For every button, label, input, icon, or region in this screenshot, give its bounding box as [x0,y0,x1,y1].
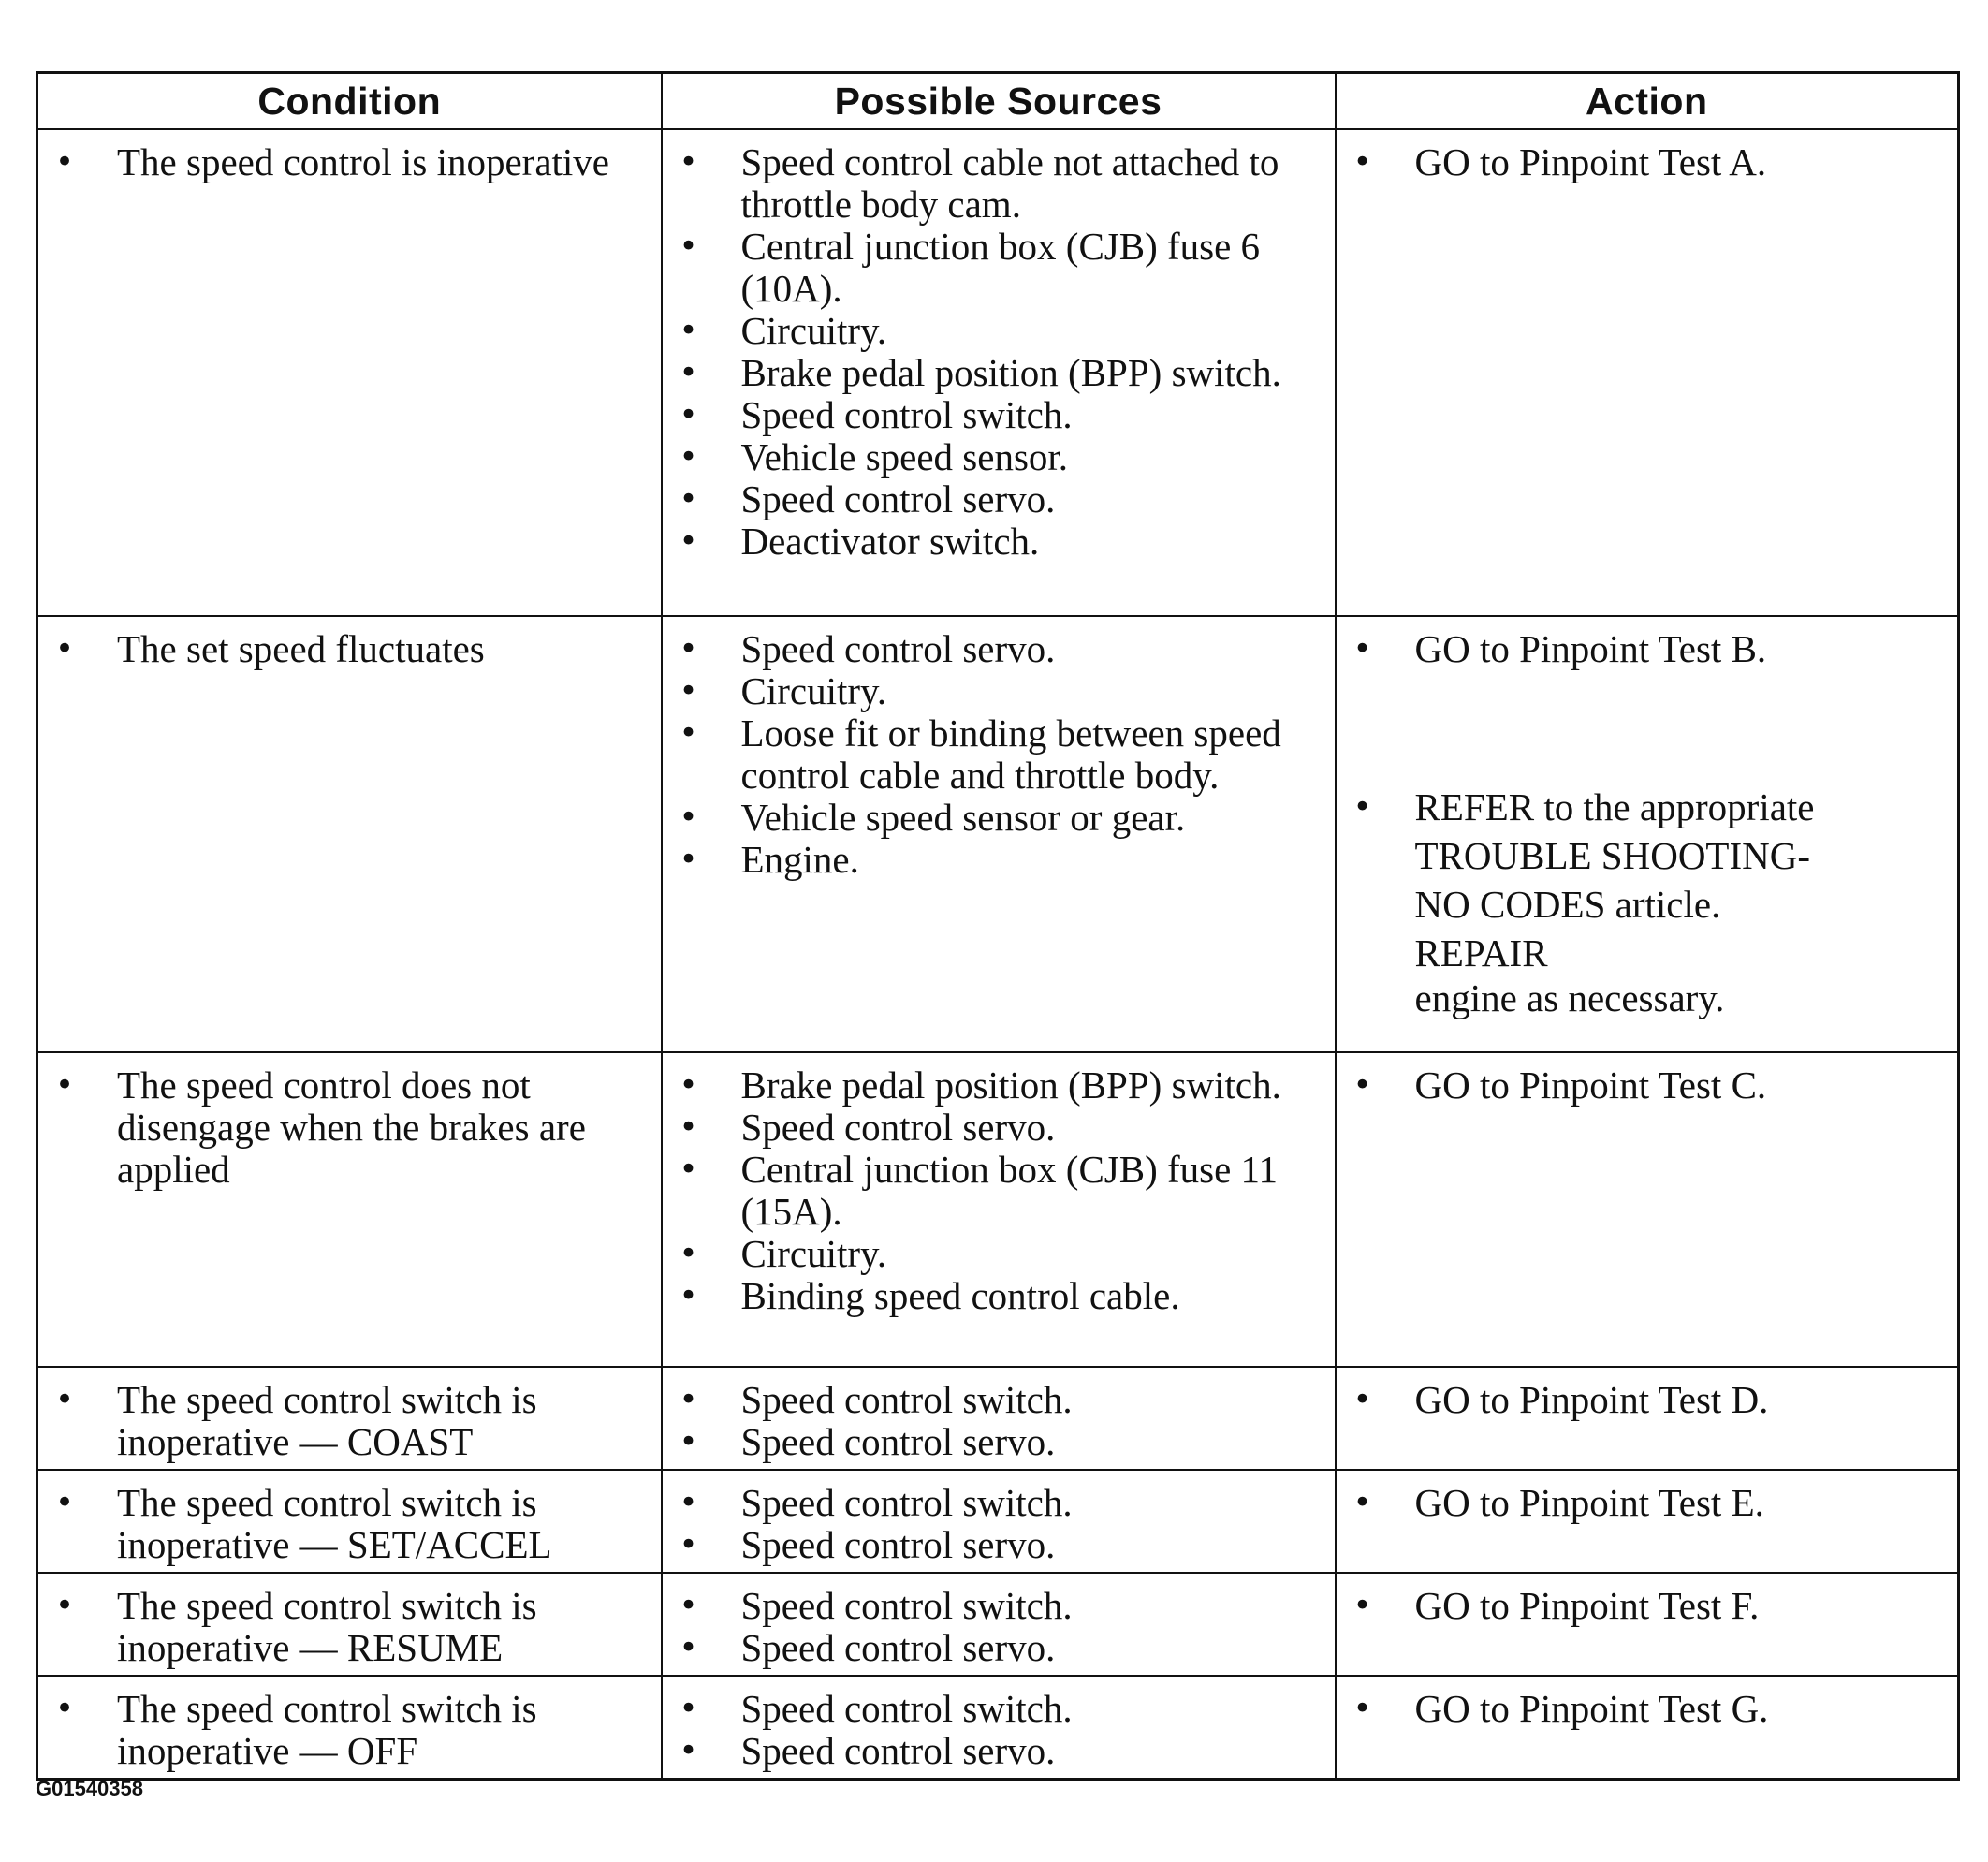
action-item: • GO to Pinpoint Test C. [1353,1064,1947,1107]
action-cell [1336,1052,1959,1367]
source-item: • Deactivator switch. [680,520,1323,563]
condition-item: • The speed control is inoperative [55,141,650,183]
action-item: • GO to Pinpoint Test A. [1353,141,1947,183]
source-item: • Speed control switch. [680,1688,1323,1730]
condition-header: Condition [37,73,662,130]
sources-cell [662,1573,1336,1676]
condition-cell [37,616,662,1052]
condition-item: • The speed control does not disengage when the brakes are applied [55,1064,650,1191]
source-item: • Binding speed control cable. [680,1275,1323,1317]
table-row [37,1470,1959,1573]
sources-cell [662,1367,1336,1470]
condition-cell [37,1367,662,1470]
source-item: • Speed control servo. [680,1730,1323,1772]
source-item: • Vehicle speed sensor or gear. [680,797,1323,839]
source-item: • Speed control servo. [680,628,1323,670]
condition-item: • The set speed fluctuates [55,628,650,670]
symptom-chart-table [36,71,1960,1781]
refer-line: NO CODES article. [1414,883,1721,926]
condition-cell [37,1676,662,1780]
action-item: • GO to Pinpoint Test D. [1353,1379,1947,1421]
source-item: • Speed control switch. [680,1482,1323,1524]
source-item: • Circuitry. [680,310,1323,352]
source-item: • Speed control switch. [680,1379,1323,1421]
condition-cell [37,1573,662,1676]
source-item: • Brake pedal position (BPP) switch. [680,352,1323,394]
action-cell [1336,1367,1959,1470]
refer-line: engine as necessary. [1414,976,1725,1019]
sources-cell [662,1470,1336,1573]
action-item: • GO to Pinpoint Test B. [1353,628,1947,670]
source-item: • Speed control switch. [680,1585,1323,1627]
condition-cell [37,129,662,616]
source-item: • Brake pedal position (BPP) switch. [680,1064,1323,1107]
table-row [37,1367,1959,1470]
action-cell [1336,1676,1959,1780]
condition-item: • The speed control switch is inoperative — COAST [55,1379,650,1463]
source-item: • Speed control switch. [680,394,1323,436]
source-item: • Speed control cable not attached to throttle body cam. [680,141,1323,226]
source-item: • Loose fit or binding between speed control cable and throttle body. [680,712,1323,797]
sources-cell [662,1052,1336,1367]
source-item: • Circuitry. [680,1233,1323,1275]
source-item: • Speed control servo. [680,1421,1323,1463]
action-cell [1336,129,1959,616]
refer-line: TROUBLE SHOOTING- [1414,834,1810,877]
action-item: • GO to Pinpoint Test E. [1353,1482,1947,1524]
condition-cell [37,1052,662,1367]
refer-line: • REFER to the appropriate [1414,785,1815,828]
sources-cell [662,1676,1336,1780]
source-item: • Speed control servo. [680,1524,1323,1566]
refer-line: REPAIR [1414,931,1548,975]
table-row [37,1573,1959,1676]
condition-item: • The speed control switch is inoperative — SET/ACCEL [55,1482,650,1566]
source-item: • Vehicle speed sensor. [680,436,1323,478]
action-item: • GO to Pinpoint Test F. [1353,1585,1947,1627]
condition-item: • The speed control switch is inoperative — RESUME [55,1585,650,1669]
action-cell [1336,1573,1959,1676]
source-item: • Speed control servo. [680,1107,1323,1149]
table-row [37,616,1959,1052]
action-cell [1336,616,1959,1052]
table-row [37,129,1959,616]
action-item-refer [1353,783,1947,1019]
table-row [37,1676,1959,1780]
page [36,71,1957,1781]
action-cell [1336,1470,1959,1573]
table-row [37,1052,1959,1367]
condition-item: • The speed control switch is inoperative — OFF [55,1688,650,1772]
source-item: • Speed control servo. [680,1627,1323,1669]
sources-cell [662,616,1336,1052]
source-item: • Speed control servo. [680,478,1323,520]
source-item: • Engine. [680,839,1323,881]
header-row [37,73,1959,130]
action-item: • GO to Pinpoint Test G. [1353,1688,1947,1730]
sources-cell [662,129,1336,616]
source-item: • Central junction box (CJB) fuse 6 (10A). [680,226,1323,310]
possible-sources-header: Possible Sources [662,73,1336,130]
figure-id: G01540358 [36,1777,143,1800]
source-item: • Central junction box (CJB) fuse 11 (15A). [680,1149,1323,1233]
condition-cell [37,1470,662,1573]
source-item: • Circuitry. [680,670,1323,712]
action-header: Action [1336,73,1959,130]
